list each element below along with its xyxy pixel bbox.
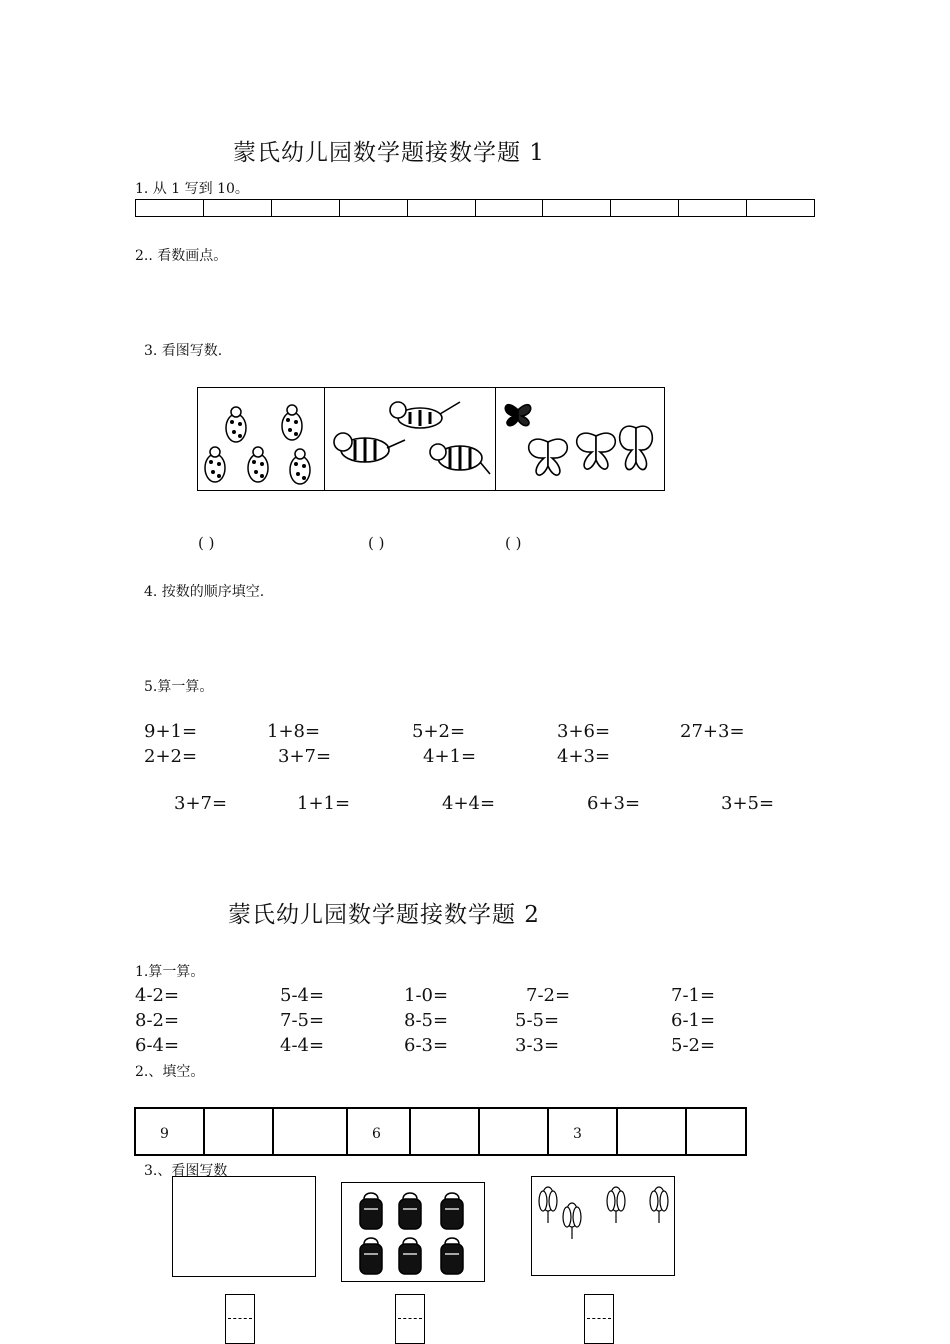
- equation: 3+7=: [278, 746, 332, 767]
- grid-cell-value: 3: [573, 1126, 582, 1142]
- equation: 8-5=: [404, 1010, 449, 1031]
- bag-icon: [342, 1183, 483, 1280]
- grid-cell[interactable]: [340, 200, 408, 216]
- question-3-label: 3. 看图写数.: [144, 343, 223, 359]
- answer-paren-1[interactable]: ( ): [198, 534, 215, 552]
- equation: 5-2=: [671, 1035, 716, 1056]
- question-5-label: 5.算一算。: [144, 679, 214, 695]
- empty-box: [172, 1176, 316, 1277]
- equation: 5+2=: [412, 721, 466, 742]
- dashed-line: [398, 1318, 422, 1319]
- butterfly-panel: [496, 388, 665, 490]
- question-2-label: 2.. 看数画点。: [135, 248, 228, 264]
- equation: 7-2=: [526, 985, 571, 1006]
- equation: 3-3=: [515, 1035, 560, 1056]
- equation: 2+2=: [144, 746, 198, 767]
- question-1-label: 1. 从 1 写到 10。: [135, 181, 249, 197]
- flower-box: [531, 1176, 675, 1276]
- grid-cell[interactable]: [204, 200, 272, 216]
- grid-cell[interactable]: [272, 200, 340, 216]
- grid-cell[interactable]: [747, 200, 814, 216]
- grid-cell[interactable]: [687, 1109, 745, 1154]
- equation: 6-3=: [404, 1035, 449, 1056]
- butterfly-icon: [496, 388, 665, 489]
- equation: 6-1=: [671, 1010, 716, 1031]
- equation: 1+1=: [297, 793, 351, 814]
- equation: 1+8=: [267, 721, 321, 742]
- equation: 1-0=: [404, 985, 449, 1006]
- question-3-label: 3.、看图写数: [144, 1163, 228, 1179]
- equation: 3+7=: [174, 793, 228, 814]
- equation: 6-4=: [135, 1035, 180, 1056]
- ladybug-icon: [198, 388, 324, 489]
- dashed-line: [587, 1318, 611, 1319]
- equation: 3+5=: [721, 793, 775, 814]
- equation: 5-4=: [280, 985, 325, 1006]
- dashed-line: [228, 1318, 252, 1319]
- equation: 7-1=: [671, 985, 716, 1006]
- page-title-2: 蒙氏幼儿园数学题接数学题 2: [228, 902, 540, 928]
- grid-cell[interactable]: [348, 1109, 411, 1154]
- flower-icon: [532, 1177, 673, 1274]
- equation: 4+4=: [442, 793, 496, 814]
- grid-cell[interactable]: [480, 1109, 549, 1154]
- grid-cell[interactable]: [408, 200, 476, 216]
- answer-paren-3[interactable]: ( ): [505, 534, 522, 552]
- page-title-1: 蒙氏幼儿园数学题接数学题 1: [233, 140, 545, 166]
- cat-icon: [325, 388, 495, 489]
- question-2-label: 2.、填空。: [135, 1064, 205, 1080]
- answer-paren-2[interactable]: ( ): [368, 534, 385, 552]
- grid-cell[interactable]: [136, 1109, 205, 1154]
- grid-cell-value: 9: [160, 1126, 169, 1142]
- grid-cell[interactable]: [411, 1109, 480, 1154]
- equation: 8-2=: [135, 1010, 180, 1031]
- equation: 3+6=: [557, 721, 611, 742]
- fill-in-grid: [134, 1107, 747, 1156]
- number-writing-grid: [135, 199, 815, 217]
- ladybug-panel: [198, 388, 325, 490]
- grid-cell[interactable]: [549, 1109, 618, 1154]
- bag-box: [341, 1182, 485, 1282]
- grid-cell[interactable]: [476, 200, 544, 216]
- grid-cell[interactable]: [679, 200, 747, 216]
- grid-cell[interactable]: [618, 1109, 687, 1154]
- answer-box-1[interactable]: [225, 1294, 255, 1344]
- equation: 6+3=: [587, 793, 641, 814]
- equation: 4-4=: [280, 1035, 325, 1056]
- answer-box-3[interactable]: [584, 1294, 614, 1344]
- question-4-label: 4. 按数的顺序填空.: [144, 584, 265, 600]
- question-1-label: 1.算一算。: [135, 964, 205, 980]
- grid-cell[interactable]: [274, 1109, 348, 1154]
- grid-cell[interactable]: [136, 200, 204, 216]
- equation: 4+3=: [557, 746, 611, 767]
- picture-strip: [197, 387, 665, 491]
- grid-cell[interactable]: [205, 1109, 274, 1154]
- grid-cell[interactable]: [611, 200, 679, 216]
- equation: 27+3=: [680, 721, 745, 742]
- cat-panel: [325, 388, 496, 490]
- equation: 9+1=: [144, 721, 198, 742]
- equation: 7-5=: [280, 1010, 325, 1031]
- equation: 4-2=: [135, 985, 180, 1006]
- grid-cell[interactable]: [543, 200, 611, 216]
- equation: 4+1=: [423, 746, 477, 767]
- equation: 5-5=: [515, 1010, 560, 1031]
- grid-cell-value: 6: [372, 1126, 381, 1142]
- answer-box-2[interactable]: [395, 1294, 425, 1344]
